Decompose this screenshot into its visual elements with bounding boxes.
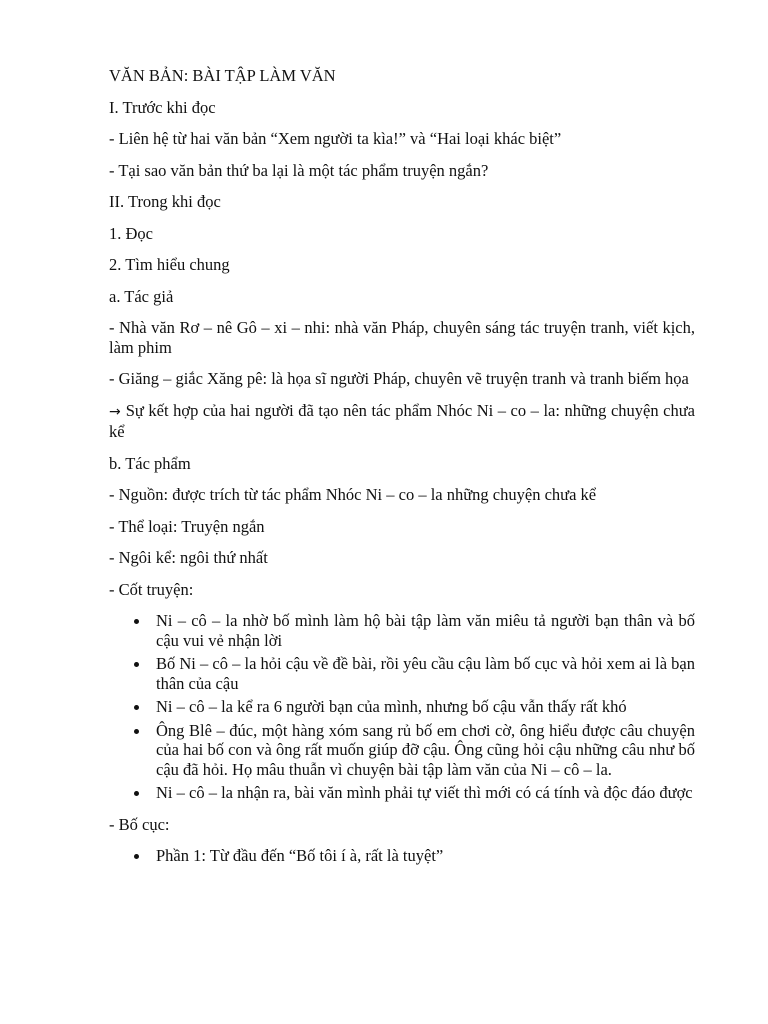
work-line: - Cốt truyện: (109, 579, 194, 599)
document-body (109, 66, 695, 878)
author-paragraph: - Nhà văn Rơ – nê Gô – xi – nhi: nhà văn Pháp, chuyên sáng tác truyện tranh, viết kịch, làm phim (109, 318, 695, 357)
item-overview: 2. Tìm hiểu chung (109, 255, 230, 274)
work-line: - Nguồn: được trích từ tác phẩm Nhóc Ni – co – la những chuyện chưa kể (109, 485, 597, 504)
work-line: - Ngôi kể: ngôi thứ nhất (109, 548, 268, 567)
subheading-work: b. Tác phẩm (109, 453, 191, 473)
list-item: Phần 1: Từ đầu đến “Bố tôi í à, rất là tuyệt” (156, 846, 695, 866)
list-item: Bố Ni – cô – la hỏi cậu về đề bài, rồi yêu cầu cậu làm bố cục và hỏi xem ai là bạn thân của cậu (156, 654, 695, 693)
work-line: - Thể loại: Truyện ngắn (109, 516, 265, 536)
list-item: Ni – cô – la nhận ra, bài văn mình phải tự viết thì mới có cá tính và độc đáo được (156, 783, 695, 803)
plot-list (109, 611, 695, 803)
section-heading-before-reading: I. Trước khi đọc (109, 97, 216, 117)
document-title: VĂN BẢN: BÀI TẬP LÀM VĂN (109, 66, 336, 85)
list-item: Ni – cô – la kể ra 6 người bạn của mình, nhưng bố cậu vẫn thấy rất khó (156, 697, 695, 717)
combination-text: Sự kết hợp của hai người đã tạo nên tác phẩm Nhóc Ni – co – la: những chuyện chưa kể (109, 400, 695, 441)
list-item: Ông Blê – đúc, một hàng xóm sang rủ bố em chơi cờ, ông hiểu được câu chuyện của hai bố con và ông rất muốn giúp đỡ cậu. Ông cũng hỏi cậu những câu như bố cậu đã hỏi. Họ mâu thuẫn vì chuyện bài tập làm văn của Ni – cô – la. (156, 720, 695, 779)
subheading-author: a. Tác giả (109, 286, 174, 306)
combination-paragraph (109, 401, 695, 442)
arrow-right-icon: → (109, 403, 121, 420)
text-line: - Liên hệ từ hai văn bản “Xem người ta kìa!” và “Hai loại khác biệt” (109, 129, 562, 148)
section-heading-while-reading: II. Trong khi đọc (109, 192, 221, 211)
list-item: Ni – cô – la nhờ bố mình làm hộ bài tập làm văn miêu tả người bạn thân và bố cậu vui vẻ nhận lời (156, 611, 695, 650)
item-read: 1. Đọc (109, 223, 153, 243)
layout-heading: - Bố cục: (109, 814, 170, 834)
layout-list (109, 846, 695, 866)
text-line: - Tại sao văn bản thứ ba lại là một tác phẩm truyện ngắn? (109, 160, 489, 180)
author-paragraph: - Giăng – giắc Xăng pê: là họa sĩ người Pháp, chuyên vẽ truyện tranh và tranh biếm họa (109, 369, 689, 388)
